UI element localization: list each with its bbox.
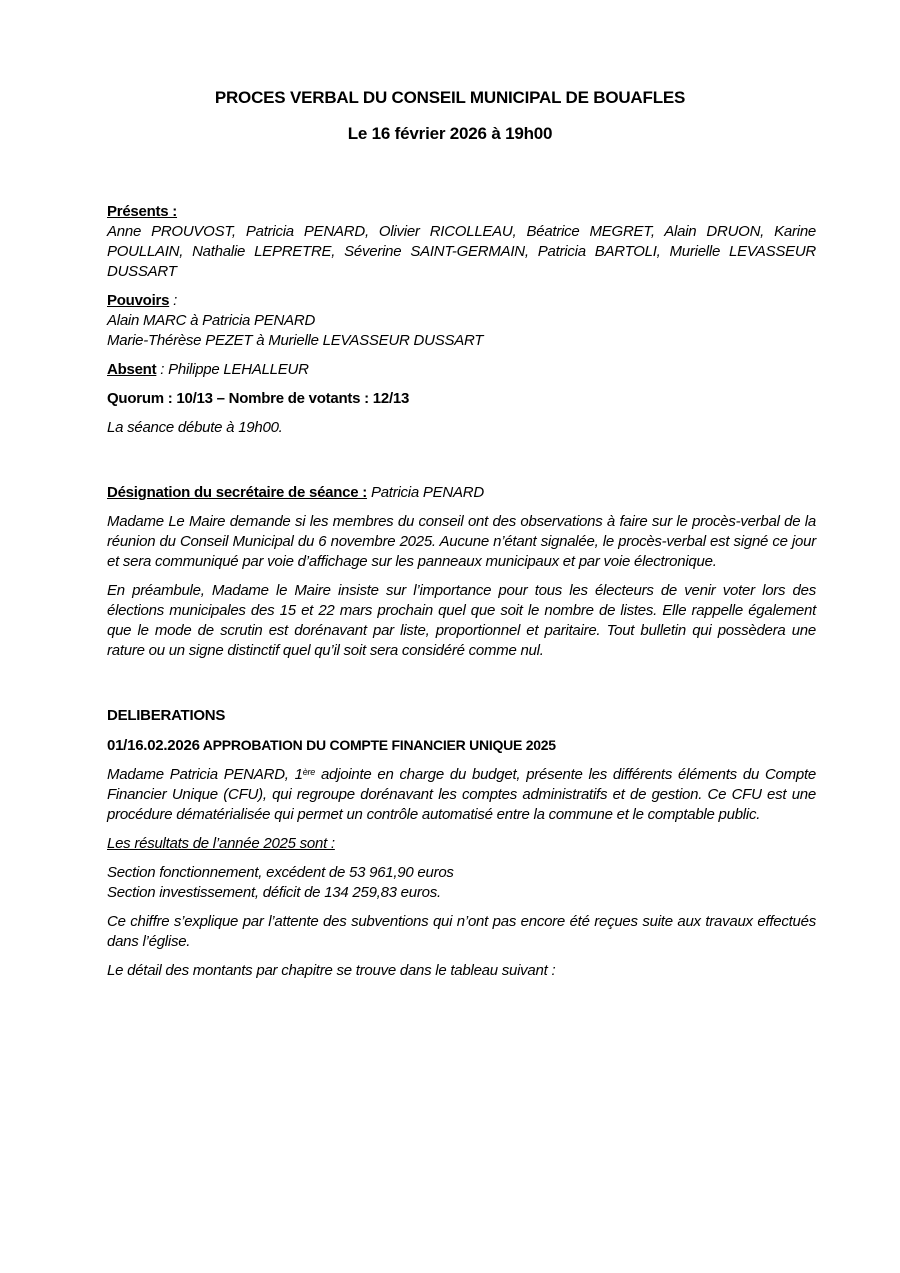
preambule-paragraph: En préambule, Madame le Maire insiste sur l’importance pour tous les électeurs de venir voter lors des élections municipales des 15 et 22 mars prochain quel que soit le nombre de listes. Elle rappelle également que le mode de scrutin est dorénavant par liste, proportionnel et paritaire. Tout bulletin qui possèdera une rature ou un signe distinctif quel qu’il soit sera considéré comme nul. [107, 582, 816, 659]
quorum-line: Quorum : 10/13 – Nombre de votants : 12/13 [107, 390, 410, 407]
pv-approval-section [107, 512, 816, 572]
explanation-paragraph: Ce chiffre s’explique par l’attente des subventions qui n’ont pas encore été reçues suite aux travaux effectués dans l’église. [107, 913, 816, 950]
secretaire-value: Patricia PENARD [367, 484, 484, 501]
deliberation-item-heading [107, 735, 816, 756]
secretaire-section [107, 483, 816, 503]
quorum-section [107, 389, 816, 409]
deliberation-intro [107, 765, 816, 825]
results-section [107, 863, 816, 903]
absent-value: : Philippe LEHALLEUR [156, 361, 309, 378]
pouvoirs-heading [107, 291, 816, 311]
deliberation-number: 01/16.02.2026 [107, 737, 200, 754]
absent-label: Absent [107, 361, 157, 378]
intro-superscript: ère [302, 767, 315, 777]
result-line: Section investissement, déficit de 134 259,83 euros. [107, 884, 441, 901]
document-body [107, 202, 816, 990]
secretaire-label: Désignation du secrétaire de séance : [107, 484, 368, 501]
deliberation-intro-section [107, 765, 816, 825]
pouvoirs-label: Pouvoirs [107, 292, 170, 309]
pouvoirs-separator: : [169, 292, 178, 309]
deliberation-title: APPROBATION DU COMPTE FINANCIER UNIQUE 2025 [199, 737, 556, 753]
presents-names: Anne PROUVOST, Patricia PENARD, Olivier RICOLLEAU, Béatrice MEGRET, Alain DRUON, Karine POULLAIN, Nathalie LEPRETRE, Séverine SAINT-GERMAIN, Patricia BARTOLI, Murielle LEVASSEUR DUSSART [107, 223, 816, 280]
pv-approval-paragraph: Madame Le Maire demande si les membres du conseil ont des observations à faire sur le procès-verbal de la réunion du Conseil Municipal du 6 novembre 2025. Aucune n’étant signalée, le procès-verbal est signé ce jour et sera communiqué par voie d’affichage sur les panneaux municipaux et par voie électronique. [107, 513, 816, 570]
results-label: Les résultats de l’année 2025 sont : [107, 835, 335, 852]
pouvoir-line: Alain MARC à Patricia PENARD [107, 312, 316, 329]
table-intro: Le détail des montants par chapitre se trouve dans le tableau suivant : [107, 962, 556, 979]
absent-section [107, 360, 816, 380]
intro-part2: adjointe en charge du budget, présente les différents éléments du Compte Financier Unique (CFU), qui regroupe dorénavant les comptes administratifs et de gestion. Ce CFU est une procédure dématérialisée qui permet un contrôle automatisé entre la commune et le comptable public. [107, 766, 816, 823]
opening-section [107, 418, 816, 438]
explanation-section [107, 912, 816, 952]
pouvoir-line: Marie-Thérèse PEZET à Murielle LEVASSEUR DUSSART [107, 332, 484, 349]
table-intro-section [107, 961, 816, 981]
document-title: PROCES VERBAL DU CONSEIL MUNICIPAL DE BOUAFLES [214, 88, 686, 107]
preambule-section [107, 581, 816, 661]
presents-section [107, 202, 816, 282]
deliberations-heading-section [107, 706, 816, 726]
result-line: Section fonctionnement, excédent de 53 961,90 euros [107, 864, 454, 881]
meeting-date: Le 16 février 2026 à 19h00 [347, 124, 553, 143]
opening-line: La séance débute à 19h00. [107, 419, 283, 436]
pouvoirs-section [107, 291, 816, 351]
intro-part1: Madame Patricia PENARD, 1 [107, 766, 303, 783]
deliberations-heading: DELIBERATIONS [107, 707, 226, 724]
results-label-section [107, 834, 816, 854]
presents-label: Présents : [107, 203, 178, 220]
